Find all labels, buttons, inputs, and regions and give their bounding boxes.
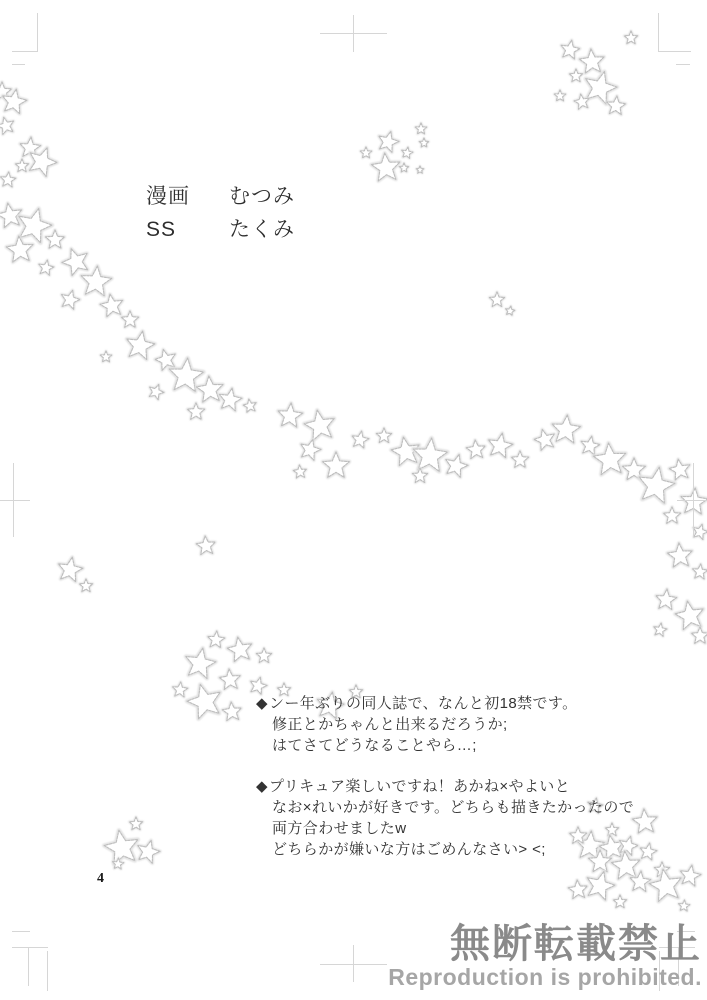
note-line <box>256 693 578 714</box>
note-line: 修正とかちゃんと出来るだろうか; <box>272 716 508 733</box>
note-text: ンー年ぶりの同人誌で、なんと初18禁です。 <box>268 695 578 712</box>
watermark <box>388 924 702 989</box>
note-line: はてさてどうなることやら…; <box>272 737 477 754</box>
credits-block <box>146 180 295 246</box>
credit-role-ss: SS <box>146 218 177 241</box>
note-line <box>256 776 634 797</box>
watermark-en: Reproduction is prohibited. <box>388 964 702 990</box>
diamond-bullet-icon: ◆ <box>256 778 268 795</box>
note-text: プリキュア楽しいですね！あかね×やよいと <box>268 778 571 795</box>
note-line: 両方合わせましたw <box>272 820 407 837</box>
credit-role-manga: 漫画 <box>146 185 190 208</box>
page-number: 4 <box>97 871 104 886</box>
author-note-2 <box>256 776 634 860</box>
watermark-jp: 無断転載禁止 <box>450 922 702 966</box>
diamond-bullet-icon: ◆ <box>256 695 268 712</box>
credit-name-manga: むつみ <box>229 185 295 208</box>
credit-row <box>146 213 295 246</box>
credit-row <box>146 180 295 213</box>
credit-name-ss: たくみ <box>229 218 295 241</box>
note-line: なお×れいかが好きです。どちらも描きたかったので <box>272 799 635 816</box>
author-note-1 <box>256 693 578 756</box>
note-line: どちらかが嫌いな方はごめんなさい> <; <box>272 841 546 858</box>
